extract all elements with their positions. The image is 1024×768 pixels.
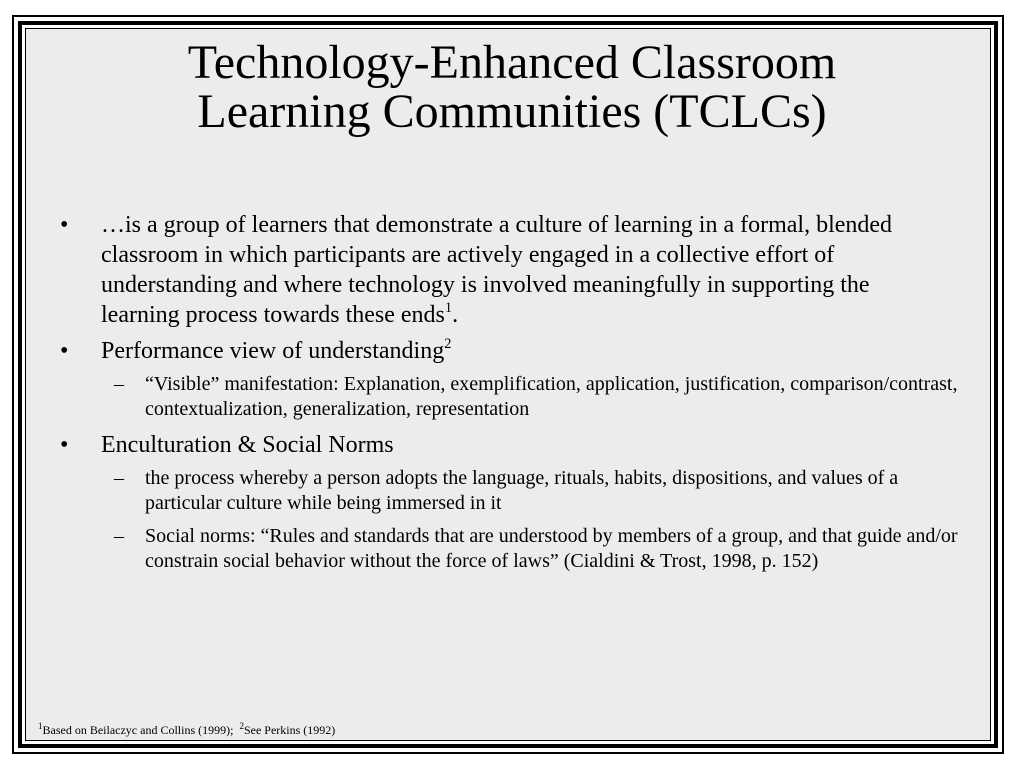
sub-bullet-visible-manifestation [0, 372, 1024, 422]
sub-bullet-social-norms-text: Social norms: “Rules and standards that are understood by members of a group, and that guide and/or constrain social behavior without the force of laws” (Cialdini & Trost, 1998, p. 152) [145, 525, 958, 572]
bullet-marker: • [60, 338, 69, 364]
footnote-ref-2: 2 [444, 335, 452, 352]
sub-bullet-enculturation-definition [0, 466, 1024, 516]
bullet-definition-text: …is a group of learners that demonstrate a culture of learning in a formal, blended classroom in which participants are actively engaged in a collective effort of understanding and where technology is involved meaningfully in supporting the learning process towards these ends [101, 212, 893, 328]
sub-bullet-social-norms [0, 524, 1024, 574]
slide-title-line-1: Technology-Enhanced Classroom [187, 36, 837, 89]
bullet-performance-view-text: Performance view of understanding [101, 338, 445, 364]
bullet-enculturation-text: Enculturation & Social Norms [101, 432, 394, 458]
slide-title [0, 38, 1024, 136]
footnote-mark-1: 1 [38, 721, 43, 732]
slide-footnote [38, 723, 335, 737]
sub-bullet-marker: – [114, 467, 124, 489]
bullet-definition [0, 210, 1024, 330]
bullet-marker: • [60, 212, 69, 238]
sub-bullet-marker: – [114, 373, 124, 395]
slide-title-line-2: Learning Communities (TCLCs) [197, 85, 827, 138]
footnote-text-2: See Perkins (1992) [243, 723, 336, 737]
sub-bullet-visible-manifestation-text: “Visible” manifestation: Explanation, exemplification, application, justification, comparison/contrast, contextualization, generalization, representation [145, 373, 958, 420]
bullet-performance-view [0, 336, 1024, 366]
bullet-definition-tail: . [452, 302, 459, 328]
sub-bullet-enculturation-definition-text: the process whereby a person adopts the language, rituals, habits, dispositions, and values of a particular culture while being immersed in it [145, 467, 899, 514]
sub-bullet-marker: – [114, 525, 124, 547]
footnote-mark-2: 2 [239, 721, 244, 732]
slide-content [0, 210, 1024, 582]
bullet-enculturation [0, 430, 1024, 460]
footnote-text-1: Based on Beilaczyc and Collins (1999); [42, 723, 240, 737]
bullet-marker: • [60, 432, 69, 458]
footnote-ref-1: 1 [444, 299, 453, 316]
